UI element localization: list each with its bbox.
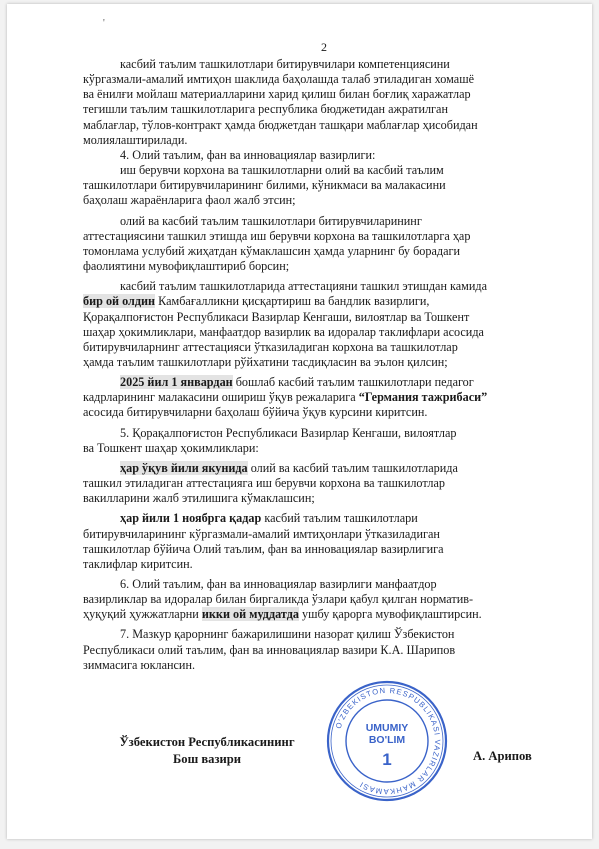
p5-line <box>83 375 541 390</box>
item6-bold: икки ой муддатда <box>201 607 299 622</box>
p7-line: битирувчиларининг кўргазмали-амалий имтиҳонлари ўтказиладиган <box>83 526 440 541</box>
item6-line: 6. Олий таълим, фан ва инновациялар вазирлиги манфаатдор <box>120 577 437 591</box>
p7-line: ташкилотлар бўйича Олий таълим, фан ва инновациялар вазирлигига <box>83 541 444 556</box>
item5-line: ва Тошкент шаҳар ҳокимликлари: <box>83 440 259 455</box>
item6-line <box>83 607 541 622</box>
p1-line: касбий таълим ташкилотлари битирувчилари компетенциясини <box>120 57 450 71</box>
item6-text: ушбу қарорга мувофиқлаштирсин. <box>299 607 482 622</box>
signature-title <box>107 734 307 768</box>
stamp-center-line1: UMUMIY <box>365 722 409 734</box>
p5-line: асосида битирувчиларни баҳолаш бўйича ўқув курсини киритсин. <box>83 405 428 420</box>
p5-text: бошлаб касбий таълим ташкилотлари педагог <box>232 375 474 390</box>
p3-line: аттестациясини ташкил этишда иш берувчи корхона ва ташкилотларга ҳар <box>83 228 471 243</box>
p4-line: битирувчиларнинг аттестацияси ўтказиладиган корхона ва ташкилотлар <box>83 339 458 354</box>
page-number: 2 <box>321 40 327 54</box>
p4-line: ҳамда таълим ташкилотлари рўйхатини тасдиқласин ва эълон қилсин; <box>83 354 448 369</box>
p4-line: касбий таълим ташкилотларида аттестацияни ташкил этишдан камида <box>120 279 488 294</box>
p6-line <box>83 461 541 476</box>
stamp-center-line2: BO'LIM <box>368 734 406 746</box>
p7-bold: ҳар йили 1 ноябрга қадар <box>120 511 262 526</box>
p1-line: ва ёнилғи мойлаш материалларини харид қилиш билан боғлиқ харажатлар <box>83 87 471 102</box>
stamp-number: 1 <box>382 750 392 769</box>
document-page <box>7 4 592 839</box>
p4-line: Қорақалпоғистон Республикаси Вазирлар Кенгаши, вилоятлар ва Тошкент <box>83 309 470 324</box>
item6-line: вазирликлар ва идоралар билан биргаликда ўзлари қабул қилган норматив- <box>83 592 474 607</box>
p5-bold: 2025 йил 1 январдан <box>120 375 233 390</box>
p2-line: иш берувчи корхона ва ташкилотларни олий ва касбий таълим <box>120 163 444 178</box>
p6-bold: ҳар ўқув йили якунида <box>120 460 248 475</box>
item6-text: ҳуқуқий ҳужжатларни <box>83 607 202 622</box>
p7-text: касбий таълим ташкилотлари <box>261 511 418 526</box>
p3-line: олий ва касбий таълим ташкилотлари битирувчиларининг <box>120 213 422 228</box>
p5-line <box>83 390 541 405</box>
p7-line <box>83 511 541 526</box>
p2-line: ташкилотлари битирувчиларининг билими, кўникмаси ва малакасини <box>83 178 446 193</box>
p4-bold: бир ой олдин <box>83 294 156 309</box>
document-body <box>83 57 541 673</box>
p1-line: маблағлар, тўлов-контракт ҳамда бюджетдан ташқари маблағлар ҳисобидан <box>83 117 478 132</box>
p6-line: вакилларини жалб этилишига кўмаклашсин; <box>83 491 315 506</box>
p4-line <box>83 294 541 309</box>
p6-text: олий ва касбий таълим ташкилотларида <box>247 460 458 475</box>
p5-text: кадрларининг малакасини ошириш ўқув режаларига <box>83 390 359 405</box>
p3-line: томонлама услубий жиҳатдан кўмаклашсин ҳамда уларнинг бу борадаги <box>83 243 461 258</box>
signature-title-line2: Бош вазири <box>172 752 242 766</box>
item7-line: зиммасига юклансин. <box>83 657 196 672</box>
p7-line: таклифлар киритсин. <box>83 556 193 571</box>
signature-name: А. Арипов <box>473 749 532 763</box>
p4-text: Камбағалликни қисқартириш ва бандлик вазирлиги, <box>155 294 430 309</box>
item7-line: 7. Мазкур қарорнинг бажарилишини назорат қилиш Ўзбекистон <box>120 627 455 642</box>
item4-title: 4. Олий таълим, фан ва инновациялар вазирлиги: <box>120 147 376 162</box>
p1-line: молиялаштирилади. <box>83 132 188 147</box>
stamp-ring-textpath: O'ZBEKISTON RESPUBLIKASI VAZIRLAR MAHKAMASI <box>333 685 443 797</box>
p6-line: ташкил этиладиган аттестацияга иш берувчи корхона ва ташкилотлар <box>83 476 445 491</box>
signature-title-line1: Ўзбекистон Республикасининг <box>119 735 295 749</box>
item5-line: 5. Қорақалпоғистон Республикаси Вазирлар Кенгаши, вилоятлар <box>120 425 457 440</box>
item7-line: Республикаси олий таълим, фан ва инновациялар вазири К.А. Шарипов <box>83 642 456 657</box>
p3-line: фаолиятини мувофиқлаштириб борсин; <box>83 259 290 274</box>
corner-mark: ' <box>103 18 105 29</box>
p5-bold: “Германия тажрибаси” <box>358 390 488 405</box>
official-stamp <box>325 679 449 803</box>
p4-line: шаҳар ҳокимликлари, манфаатдор вазирлик ва идоралар таклифлари асосида <box>83 324 484 339</box>
p1-line: кўргазмали-амалий имтиҳон шаклида баҳолашда талаб этиладиган хомашё <box>83 72 475 87</box>
p2-line: баҳолаш жараёнларига фаол жалб этсин; <box>83 193 296 208</box>
p1-line: тегишли таълим ташкилотларига республика бюджетидан ажратилган <box>83 102 448 117</box>
